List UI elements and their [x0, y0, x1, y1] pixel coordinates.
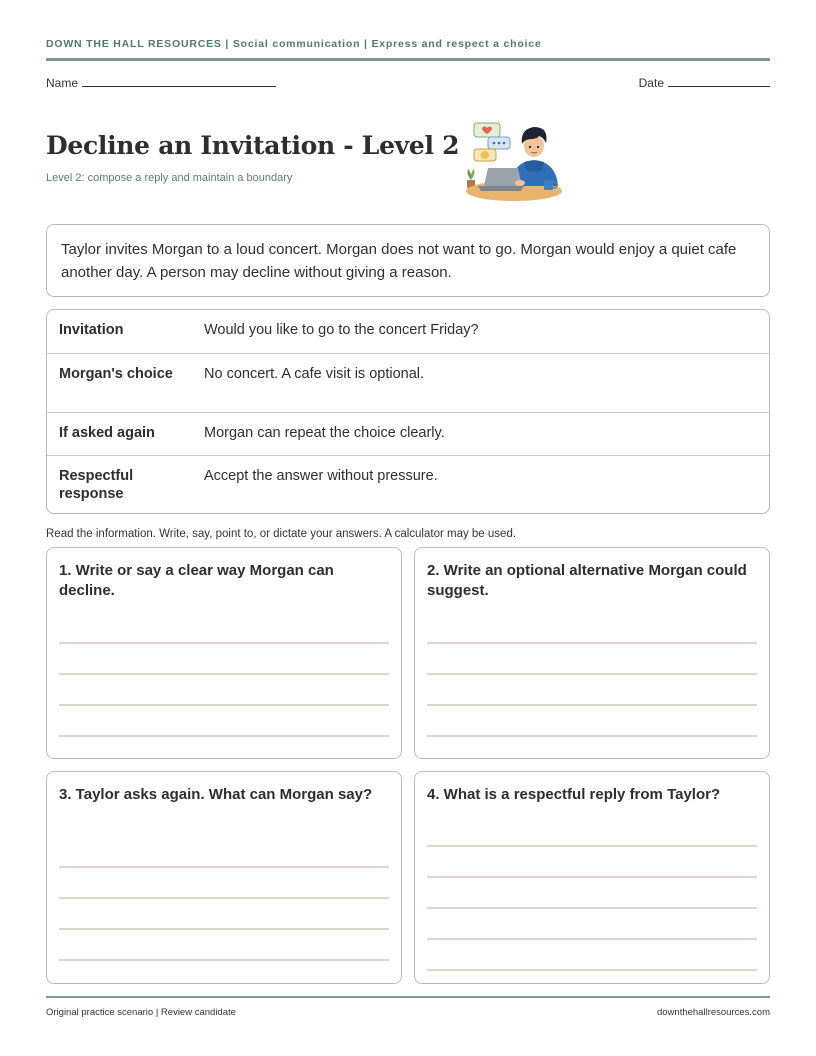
answer-line[interactable] — [427, 969, 757, 971]
row-label: Morgan's choice — [59, 366, 173, 382]
answer-line[interactable] — [427, 704, 757, 706]
header-bar — [46, 38, 770, 61]
question-box-2 — [414, 547, 770, 759]
answer-line[interactable] — [59, 897, 389, 899]
instructions: Read the information. Write, say, point to, or dictate your answers. A calculator may be used. — [46, 528, 517, 540]
answer-line[interactable] — [427, 642, 757, 644]
answer-line[interactable] — [59, 959, 389, 961]
table-row — [47, 456, 769, 514]
date-field[interactable] — [668, 75, 770, 87]
answer-line[interactable] — [59, 866, 389, 868]
question-box-4 — [414, 771, 770, 984]
answer-line[interactable] — [59, 704, 389, 706]
answer-line[interactable] — [59, 735, 389, 737]
row-value: Would you like to go to the concert Friday? — [204, 322, 479, 338]
answer-line[interactable] — [427, 673, 757, 675]
question-text: 1. Write or say a clear way Morgan can decline. — [59, 562, 334, 599]
table-row — [47, 413, 769, 456]
question-text: 2. Write an optional alternative Morgan could suggest. — [427, 562, 747, 599]
question-text: 3. Taylor asks again. What can Morgan say? — [59, 786, 373, 803]
row-label: If asked again — [59, 425, 155, 441]
footer-divider — [46, 996, 770, 998]
date-group — [639, 75, 770, 90]
answer-line[interactable] — [427, 876, 757, 878]
answer-line[interactable] — [427, 907, 757, 909]
name-label: Name — [46, 76, 79, 90]
footer-website: downthehallresources.com — [656, 1007, 770, 1018]
date-label: Date — [638, 76, 664, 90]
name-date-row — [46, 75, 770, 91]
answer-line[interactable] — [59, 642, 389, 644]
answer-line[interactable] — [59, 928, 389, 930]
question-box-3 — [46, 771, 402, 984]
row-value: Morgan can repeat the choice clearly. — [204, 425, 445, 441]
question-box-1 — [46, 547, 402, 759]
row-value: Accept the answer without pressure. — [204, 468, 438, 484]
table-row — [47, 354, 769, 413]
table-row — [47, 310, 769, 354]
answer-line[interactable] — [427, 845, 757, 847]
page-title: Decline an Invitation - Level 2 — [46, 131, 460, 160]
scenario-box: Taylor invites Morgan to a loud concert. Morgan does not want to go. Morgan would enjoy a quiet cafe another day. A person may decline without giving a reason. — [46, 224, 770, 297]
row-value: No concert. A cafe visit is optional. — [204, 366, 425, 382]
answer-line[interactable] — [427, 735, 757, 737]
row-label: Respectful response — [59, 468, 134, 502]
footer-note: Original practice scenario | Review candidate — [46, 1007, 236, 1018]
page-subtitle: Level 2: compose a reply and maintain a boundary — [46, 172, 293, 184]
answer-line[interactable] — [59, 673, 389, 675]
name-field[interactable] — [82, 75, 276, 87]
header-text: DOWN THE HALL RESOURCES | Social communication | Express and respect a choice — [46, 38, 542, 50]
row-label: Invitation — [59, 322, 124, 338]
question-text: 4. What is a respectful reply from Taylor? — [427, 786, 721, 803]
person-at-laptop-with-chat-bubbles-illustration — [462, 116, 566, 204]
answer-line[interactable] — [427, 938, 757, 940]
info-table — [46, 309, 770, 514]
